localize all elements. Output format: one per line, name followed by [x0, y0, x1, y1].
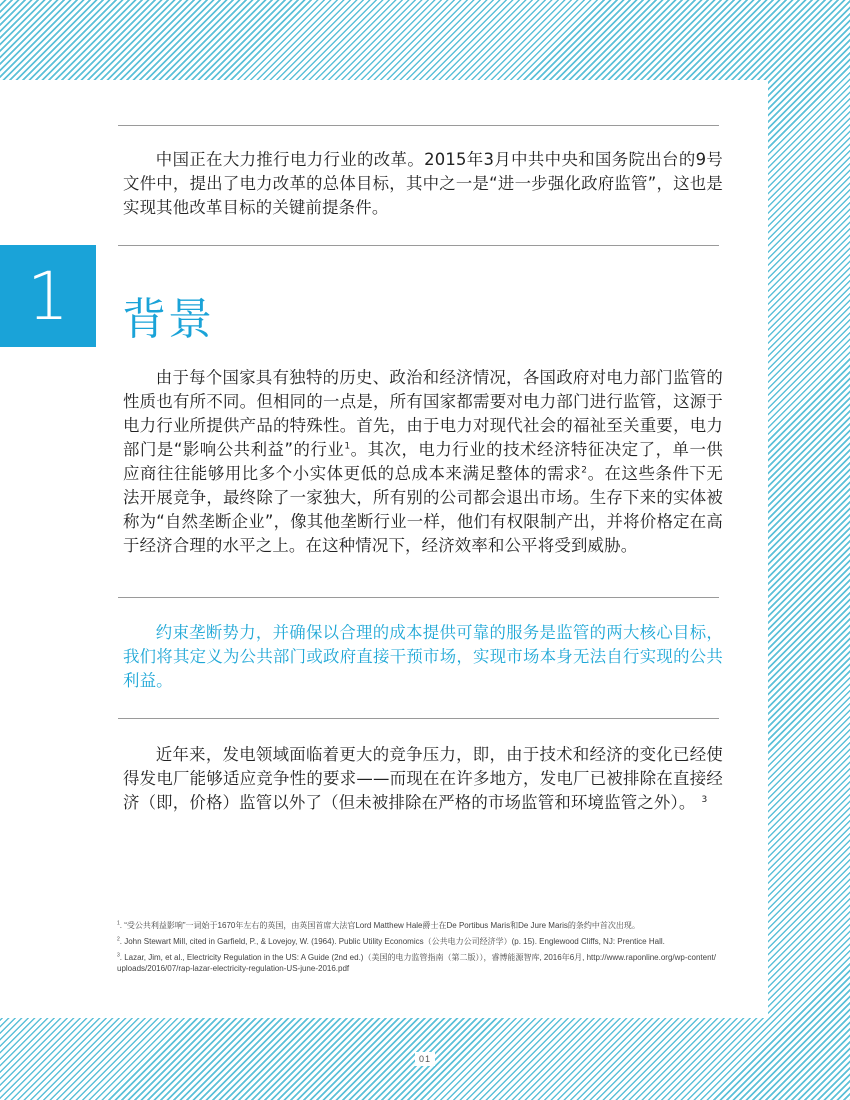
section-title: 背景 [122, 294, 214, 345]
footnote-3 [117, 952, 717, 974]
footnote-2 [117, 936, 717, 947]
highlight-quote: 约束垄断势力，并确保以合理的成本提供可靠的服务是监管的两大核心目标，我们将其定义为公共部门或政府直接干预市场，实现市场本身无法自行实现的公共利益。 [123, 623, 723, 690]
page-number [0, 1054, 850, 1064]
footnote-1-text: . “受公共利益影响”一词始于1670年左右的英国，由英国首席大法官Lord Matthew Hale爵士在De Portibus Maris和De Jure Maris的条约中首次出现。 [119, 921, 640, 930]
body-paragraph-2 [123, 743, 723, 815]
body-paragraph-1-part-b: 。其次，电力行业的技术经济特征决定了，单一供应商往往能够用比多个小实体更低的总成本来满足整体的需求 [123, 440, 723, 483]
footnote-ref-3: 3 [701, 794, 708, 805]
footnote-2-number: 2 [117, 936, 120, 943]
footnotes [117, 920, 717, 979]
divider-top [118, 125, 719, 126]
body-paragraph-2-text: 近年来，发电领域面临着更大的竞争压力，即，由于技术和经济的变化已经使得发电厂能够适应竞争性的要求——而现在在许多地方，发电厂已被排除在直接经济（即，价格）监管以外了（但未被排除在严格的市场监管和环境监管之外）。 [123, 745, 723, 812]
footnote-ref-2: 2 [581, 465, 588, 476]
footnote-3-text: . Lazar, Jim, et al., Electricity Regulation in the US: A Guide (2nd ed.)（美国的电力监管指南（第二版）），睿博能源智库, 2016年6月, http://www.raponline.org/wp-content/uploads/2016/07/rap-lazar-electricity-regulation-US-june-2016.pdf [117, 953, 716, 973]
divider-quote-bottom [118, 718, 719, 719]
intro-paragraph: 中国正在大力推行电力行业的改革。2015年3月中共中央和国务院出台的9号文件中，提出了电力改革的总体目标，其中之一是“进一步强化政府监管”，这也是实现其他改革目标的关键前提条件。 [123, 150, 723, 217]
footnote-2-text: . John Stewart Mill, cited in Garfield, P., & Lovejoy, W. (1964). Public Utility Economics（公共电力公司经济学）(p. 15). Englewood Cliffs, NJ: Prentice Hall. [119, 937, 665, 946]
footnote-ref-1: 1 [344, 441, 351, 452]
body-paragraph-1-part-c: 。在这些条件下无法开展竞争，最终除了一家独大，所有别的公司都会退出市场。生存下来的实体被称为“自然垄断企业”，像其他垄断行业一样，他们有权限制产出，并将价格定在高于经济合理的水平之上。在这种情况下，经济效率和公平将受到威胁。 [123, 464, 723, 555]
footnote-1 [117, 920, 717, 931]
section-number-box [0, 245, 96, 347]
divider-quote-top [118, 597, 719, 598]
divider-intro [118, 245, 719, 246]
section-number: 1 [27, 257, 69, 335]
body-paragraph-1-part-a: 由于每个国家具有独特的历史、政治和经济情况，各国政府对电力部门监管的性质也有所不同。但相同的一点是，所有国家都需要对电力部门进行监管，这源于电力行业所提供产品的特殊性。首先，由于电力对现代社会的福祉至关重要，电力部门是“影响公共利益”的行业 [123, 368, 723, 459]
footnote-1-number: 1 [117, 920, 120, 927]
page-number-text: 01 [415, 1052, 435, 1066]
footnote-3-number: 3 [117, 952, 120, 959]
body-paragraph-1 [123, 366, 723, 558]
